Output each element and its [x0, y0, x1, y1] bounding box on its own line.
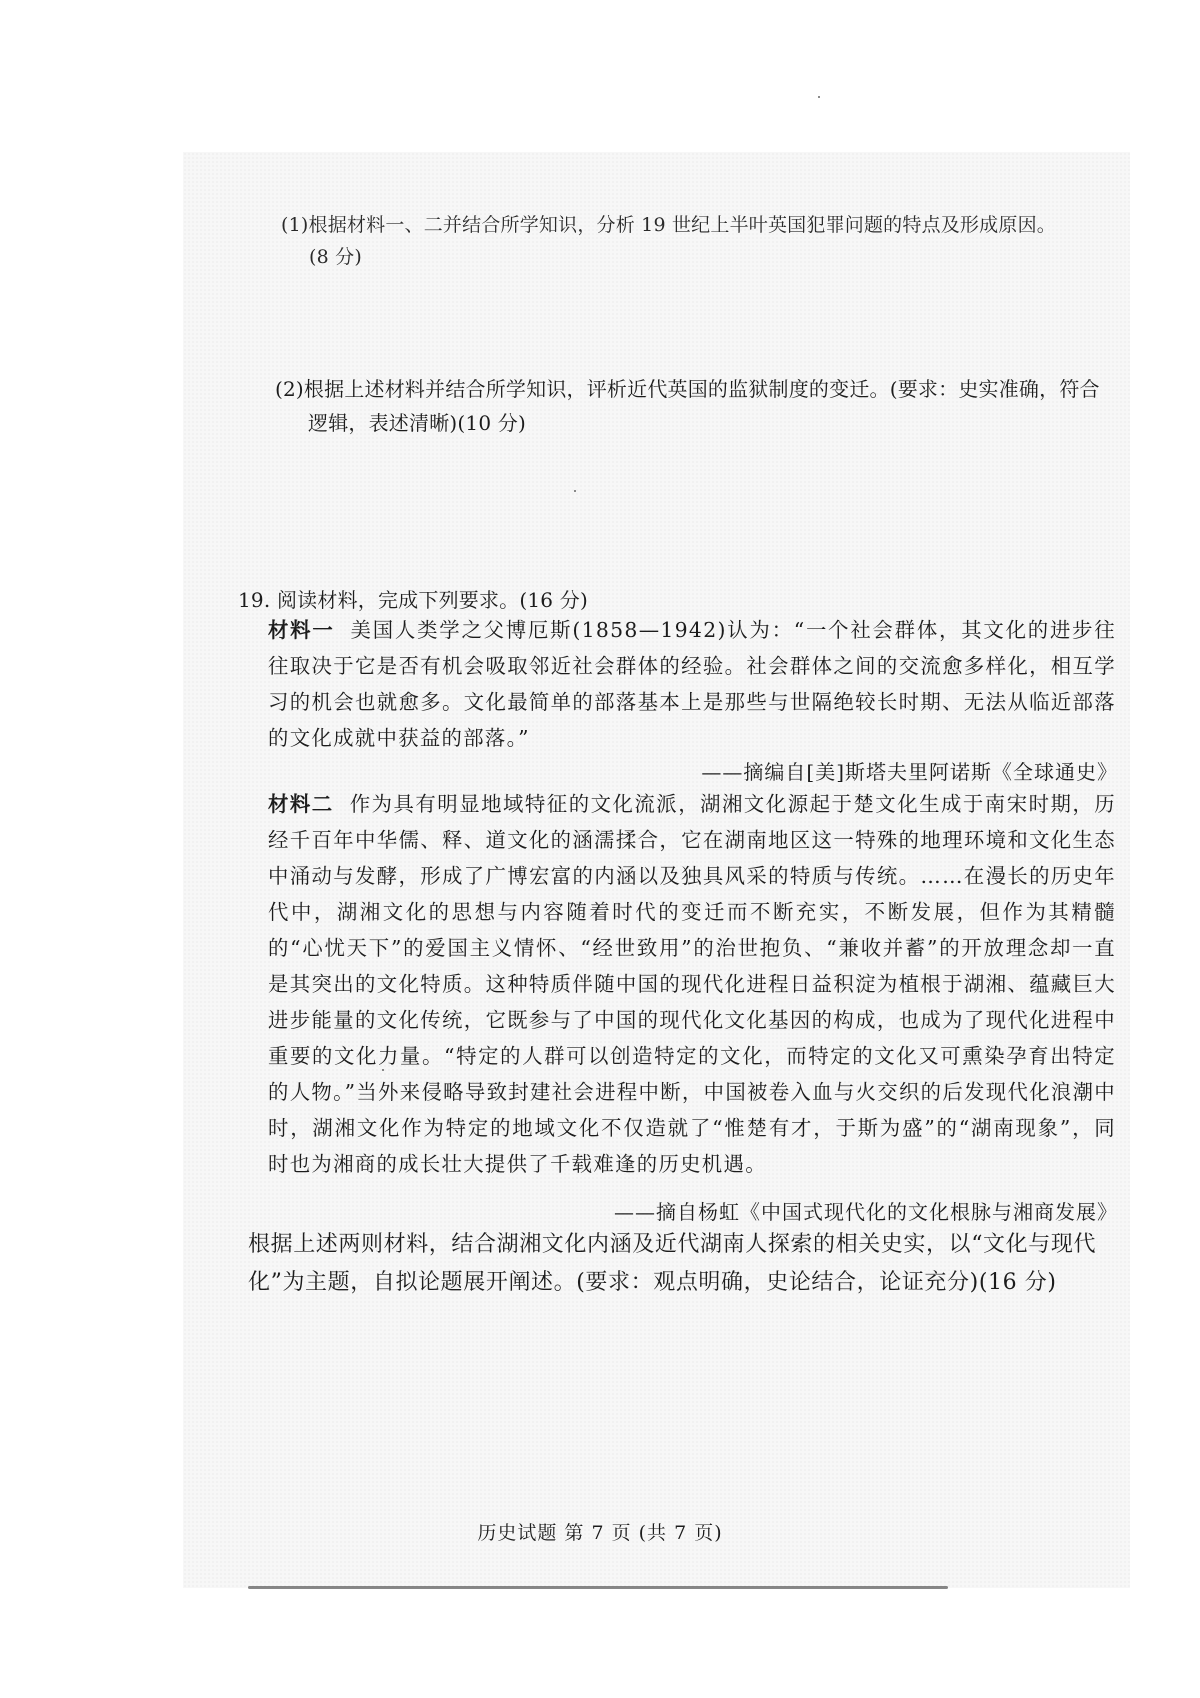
- bottom-rule: [248, 1586, 948, 1589]
- page-footer: 历史试题 第 7 页 (共 7 页): [477, 1522, 723, 1544]
- q19-heading: 19. 阅读材料，完成下列要求。(16 分): [238, 588, 588, 612]
- material-2-source: ——摘自杨虹《中国式现代化的文化根脉与湘商发展》: [614, 1200, 1118, 1224]
- q19-task: 根据上述两则材料，结合湖湘文化内涵及近代湖南人探索的相关史实，以“文化与现代化”为主题，自拟论题展开阐述。(要求：观点明确，史论结合，论证充分)(16 分): [248, 1232, 1097, 1295]
- material-2: [268, 786, 1116, 1182]
- material-1: [268, 612, 1116, 756]
- q18-sub1-line2: (8 分): [309, 246, 362, 268]
- scan-speck: [574, 490, 576, 492]
- q18-sub1-line1: (1)根据材料一、二并结合所学知识，分析 19 世纪上半叶英国犯罪问题的特点及形成原因。: [281, 214, 1056, 236]
- material-1-label: 材料一: [268, 618, 335, 642]
- q18-sub2-line1: (2)根据上述材料并结合所学知识，评析近代英国的监狱制度的变迁。(要求：史实准确，符合: [275, 377, 1100, 401]
- material-2-label: 材料二: [268, 792, 334, 816]
- scan-speck: [818, 96, 820, 98]
- material-2-text: 作为具有明显地域特征的文化流派，湖湘文化源起于楚文化生成于南宋时期，历经千百年中华儒、释、道文化的涵濡揉合，它在湖南地区这一特殊的地理环境和文化生态中涌动与发酵，形成了广博宏富的内涵以及独具风采的特质与传统。……在漫长的历史年代中，湖湘文化的思想与内容随着时代的变迁而不断充实，不断发展，但作为其精髓的“心忧天下”的爱国主义情怀、“经世致用”的治世抱负、“兼收并蓄”的开放理念却一直是其突出的文化特质。这种特质伴随中国的现代化进程日益积淀为植根于湖湘、蕴藏巨大进步能量的文化传统，它既参与了中国的现代化文化基因的构成，也成为了现代化进程中重要的文化力量。“特定的人群可以创造特定的文化，而特定的文化又可熏染孕育出特定的人物。”当外来侵略导致封建社会进程中断，中国被卷入血与火交织的后发现代化浪潮中时，湖湘文化作为特定的地域文化不仅造就了“惟楚有才，于斯为盛”的“湖南现象”，同时也为湘商的成长壮大提供了千载难逢的历史机遇。: [268, 792, 1116, 1176]
- material-1-source: ——摘编自[美]斯塔夫里阿诺斯《全球通史》: [701, 760, 1118, 784]
- material-1-text: 美国人类学之父博厄斯(1858—1942)认为：“一个社会群体，其文化的进步往往取决于它是否有机会吸取邻近社会群体的经验。社会群体之间的交流愈多样化，相互学习的机会也就愈多。文化最简单的部落基本上是那些与世隔绝较长时期、无法从临近部落的文化成就中获益的部落。”: [268, 618, 1116, 750]
- q18-sub2-line2: 逻辑，表述清晰)(10 分): [308, 411, 527, 435]
